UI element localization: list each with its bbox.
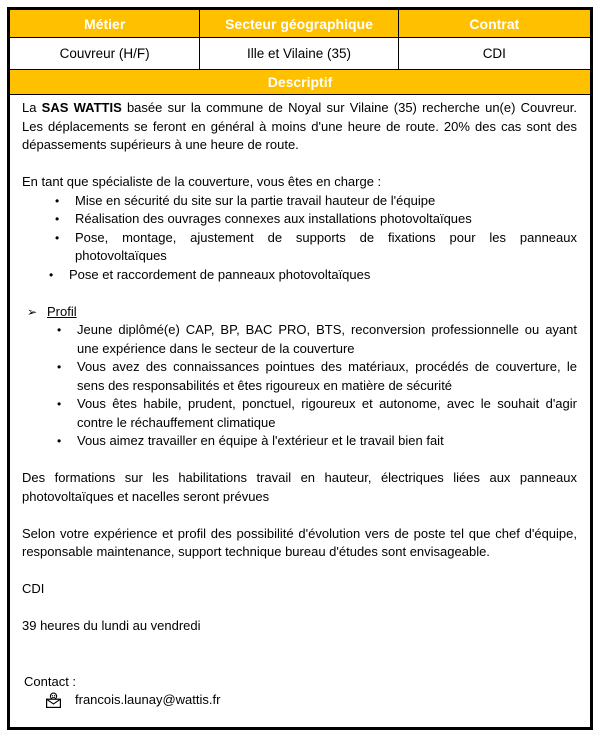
intro-text-rest: basée sur la commune de Noyal sur Vilaine (35) recherche un(e) Couvreur. Les déplacements se feront en général à moins d'une heure de route. 20% des cas sont des dépassements supérieurs à une heure de route. (22, 100, 578, 152)
profil-list-item (57, 358, 577, 395)
bullet-icon: • (55, 212, 60, 226)
mail-icon (45, 692, 62, 709)
profil-heading-text: Profil (47, 303, 77, 319)
profil-list-item-text: Jeune diplômé(e) CAP, BP, BAC PRO, BTS, reconversion professionnelle ou ayant une expérience dans le secteur de la couverture (77, 322, 577, 356)
profil-list-item-text: Vous êtes habile, prudent, ponctuel, rigoureux et autonome, avec le souhait d'agir contre le réchauffement climatique (77, 396, 577, 430)
profil-heading (22, 303, 577, 322)
bullet-icon: • (57, 323, 62, 337)
bullet-icon: • (55, 230, 60, 245)
intro-text-prefix: La (22, 100, 42, 115)
intro-paragraph (22, 99, 577, 155)
value-cell-contrat: CDI (399, 38, 590, 70)
arrow-bullet-icon: ➢ (27, 304, 38, 319)
task-list-item (55, 192, 577, 211)
profil-list-item (57, 321, 577, 358)
evolution-paragraph: Selon votre expérience et profil des possibilité d'évolution vers de poste tel que chef d'équipe, responsable maintenance, support technique bureau d'études sont envisageable. (22, 525, 577, 559)
contract-type: CDI (22, 581, 45, 596)
tasks-lead: En tant que spécialiste de la couverture, vous êtes en charge : (22, 174, 382, 189)
header-cell-metier: Métier (10, 10, 200, 38)
value-cell-secteur: Ille et Vilaine (35) (200, 38, 398, 70)
tasks-list (22, 192, 577, 285)
task-list-item-text: Pose, montage, ajustement de supports de fixations pour les panneaux photovoltaïques (75, 229, 577, 263)
task-list-item (55, 210, 577, 229)
working-hours: 39 heures du lundi au vendredi (22, 618, 201, 633)
section-header-descriptif: Descriptif (10, 70, 590, 95)
task-list-item (55, 229, 577, 266)
job-table (7, 7, 593, 730)
company-name: SAS WATTIS (41, 100, 122, 115)
bullet-icon: • (57, 397, 62, 411)
formations-paragraph: Des formations sur les habilitations travail en hauteur, électriques liées aux panneaux photovoltaïques et nacelles seront prévues (22, 470, 577, 504)
bullet-icon: • (57, 360, 62, 374)
profil-list-item-text: Vous aimez travailler en équipe à l'extérieur et le travail bien fait (77, 433, 444, 448)
contact-email-row (22, 691, 577, 710)
task-list-item-text: Réalisation des ouvrages connexes aux installations photovoltaïques (75, 211, 472, 226)
profil-list-item (57, 432, 577, 451)
contact-email: francois.launay@wattis.fr (75, 692, 221, 707)
value-cell-metier: Couvreur (H/F) (10, 38, 200, 70)
task-list-item-text: Mise en sécurité du site sur la partie travail hauteur de l'équipe (75, 192, 436, 208)
description-body (10, 95, 590, 727)
task-list-item (49, 266, 577, 285)
bullet-icon: • (55, 193, 60, 208)
header-cell-secteur: Secteur géographique (200, 10, 398, 38)
table-value-row (10, 38, 590, 70)
header-cell-contrat: Contrat (399, 10, 590, 38)
contact-label: Contact : (24, 673, 77, 689)
profil-list-item (57, 395, 577, 432)
table-header-row (10, 10, 590, 38)
profil-list (22, 321, 577, 451)
task-list-item-text: Pose et raccordement de panneaux photovoltaïques (69, 266, 371, 282)
bullet-icon: • (49, 267, 54, 282)
profil-list-item-text: Vous avez des connaissances pointues des matériaux, procédés de couverture, le sens des responsabilités et êtes rigoureux en matière de sécurité (77, 359, 577, 393)
bullet-icon: • (57, 434, 62, 448)
